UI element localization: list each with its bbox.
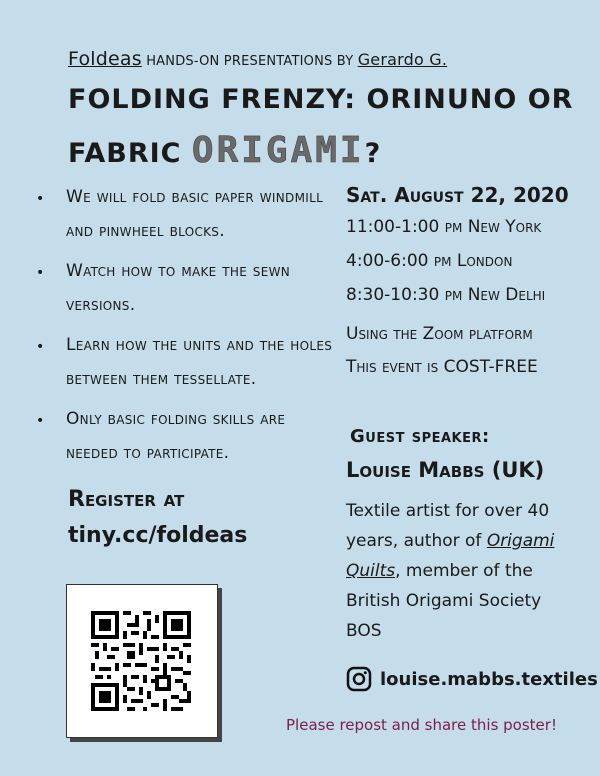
title-suffix: ? bbox=[364, 138, 382, 169]
time-london: 4:00-6:00 pm London bbox=[346, 251, 513, 271]
register-block bbox=[68, 482, 247, 554]
presenter-name[interactable]: Gerardo G. bbox=[357, 50, 448, 69]
guest-bio bbox=[346, 496, 576, 646]
book-title: Origami Quilts bbox=[346, 531, 555, 581]
guest-speaker-label: Guest speaker: bbox=[350, 426, 490, 447]
list-item: • Learn how the units and the holes between them tessellate. bbox=[36, 328, 336, 396]
register-label: Register at bbox=[68, 487, 185, 512]
instagram-icon bbox=[346, 666, 372, 692]
event-title-line2 bbox=[68, 130, 381, 171]
platform-info: Using the Zoom platform bbox=[346, 324, 533, 344]
list-item: • Only basic folding skills are needed to participate. bbox=[36, 402, 336, 470]
time-new-delhi: 8:30-10:30 pm New Delhi bbox=[346, 285, 546, 305]
event-details bbox=[346, 180, 586, 384]
qr-code-frame[interactable] bbox=[66, 584, 218, 738]
event-title-line1: FOLDING FRENZY: ORINUNO OR bbox=[68, 84, 574, 115]
header-line bbox=[68, 48, 447, 70]
list-item: • Watch how to make the sewn versions. bbox=[36, 254, 336, 322]
guest-speaker-name: Louise Mabbs (UK) bbox=[346, 458, 545, 482]
header-subtitle: HANDS-ON PRESENTATIONS BY bbox=[146, 54, 354, 69]
title-prefix: FABRIC bbox=[68, 138, 182, 169]
bio-text-2: , member of the British Origami Society BOS bbox=[346, 561, 542, 641]
brand-name[interactable]: Foldeas bbox=[68, 48, 142, 70]
feature-list bbox=[36, 180, 336, 476]
list-item: • We will fold basic paper windmill and pinwheel blocks. bbox=[36, 180, 336, 248]
event-date: Sat. August 22, 2020 bbox=[346, 183, 569, 207]
register-link[interactable]: tiny.cc/foldeas bbox=[68, 523, 248, 548]
time-new-york: 11:00-1:00 pm New York bbox=[346, 217, 542, 237]
origami-highlight: ORIGAMI bbox=[191, 130, 365, 171]
bio-text-1: Textile artist for over 40 years, author of bbox=[346, 501, 550, 551]
instagram-handle: louise.mabbs.textiles bbox=[380, 668, 598, 690]
repost-note: Please repost and share this poster! bbox=[286, 716, 557, 734]
instagram-link[interactable] bbox=[346, 666, 598, 692]
cost-info: This event is COST-FREE bbox=[346, 357, 538, 377]
qr-code-icon bbox=[91, 611, 191, 711]
